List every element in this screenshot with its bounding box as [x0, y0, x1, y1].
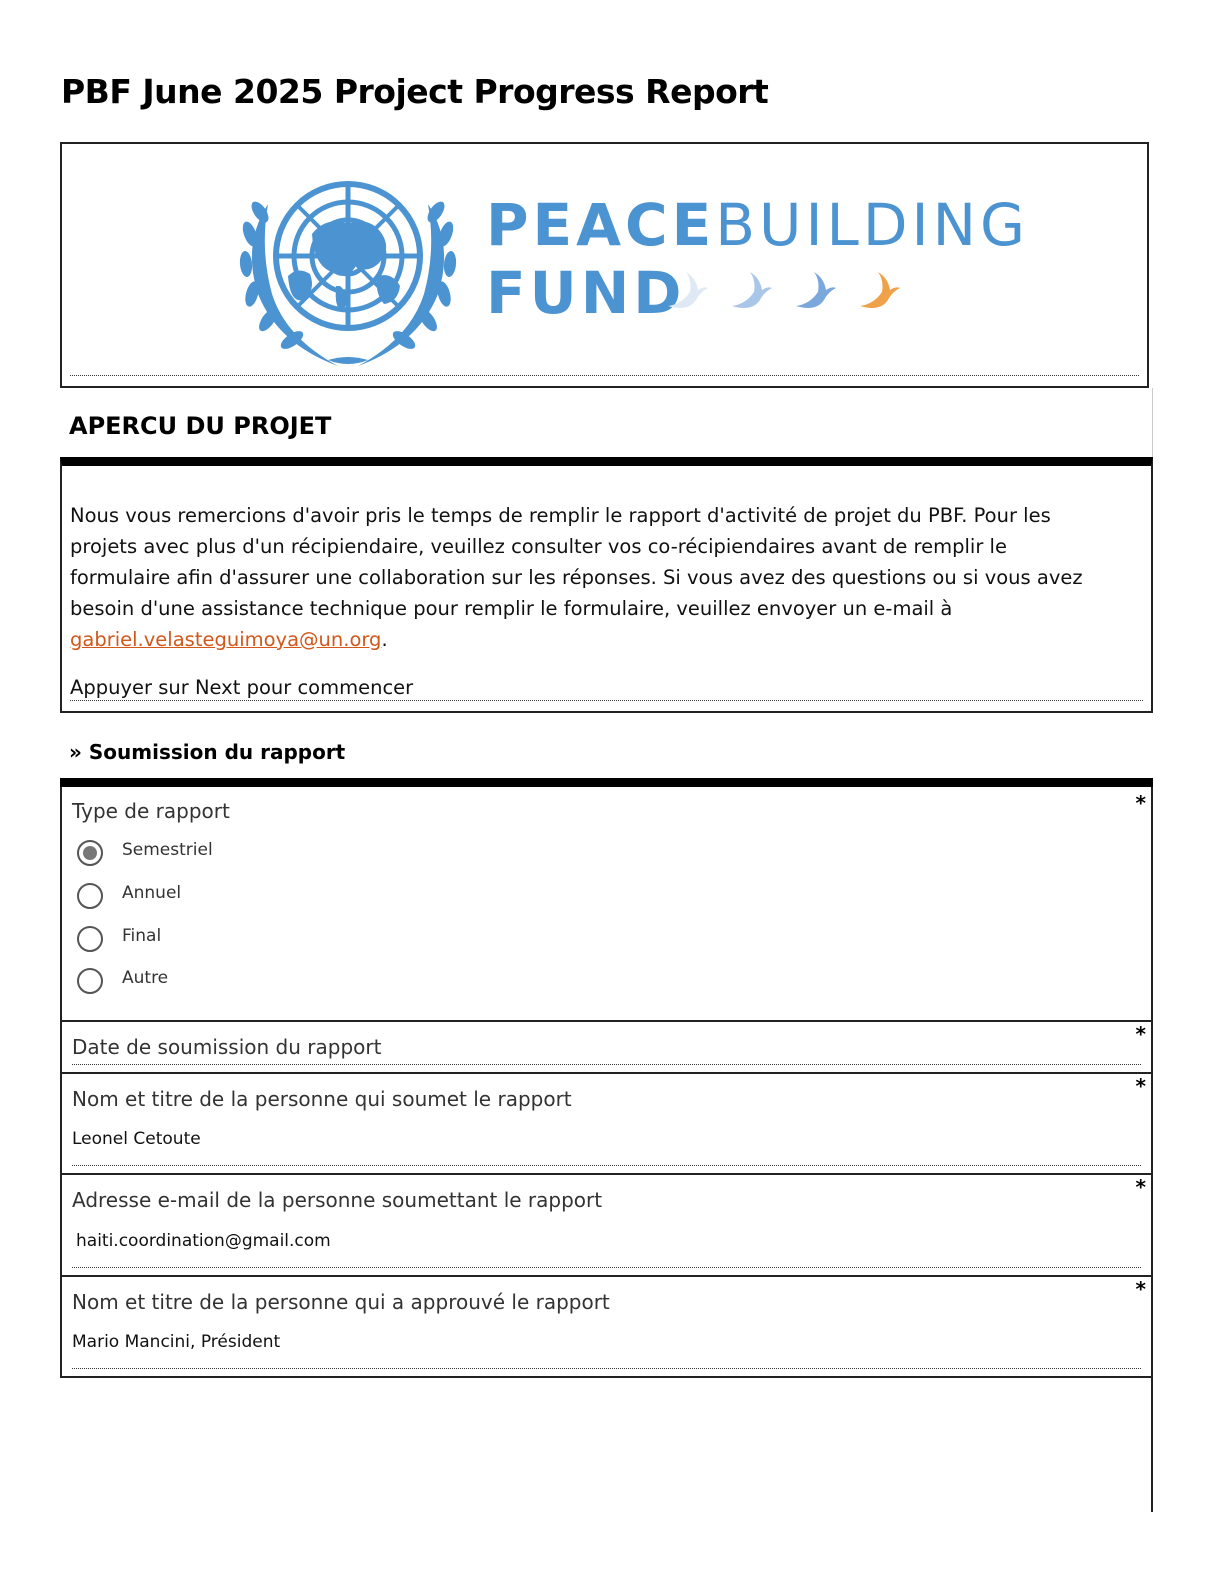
input-underline: [72, 1368, 1141, 1369]
un-emblem-icon: [228, 164, 468, 368]
logo-banner: [60, 142, 1149, 388]
section-title-overview: APERCU DU PROJET: [69, 412, 332, 440]
overview-text: Nous vous remercions d'avoir pris le temps de remplir le rapport d'activité de projet du PBF. Pour les projets avec plus d'un récipiendaire, veuillez consulter vos co-récipiendaires avant de remplir le formulaire afin d'assurer une collaboration sur les réponses. Si vous avez des questions ou si vous avez besoin d'une assistance technique pour remplir le formulaire, veuillez envoyer un e-mail à gabriel.velasteguimoya@un.org.: [70, 504, 1083, 651]
radio-label: Semestriel: [122, 840, 213, 860]
required-mark: *: [1135, 1277, 1146, 1301]
approver-name-label: Nom et titre de la personne qui a approuvé le rapport: [72, 1290, 610, 1314]
section-title-submission: » Soumission du rapport: [69, 740, 346, 764]
report-type-label: Type de rapport: [72, 799, 230, 823]
logo-text-peacebuilding: PEACEBUILDING: [486, 191, 1029, 259]
field-report-type: [60, 787, 1153, 1022]
radio-unchecked-icon[interactable]: [77, 926, 103, 952]
input-underline: [72, 1064, 1141, 1065]
submission-date-label: Date de soumission du rapport: [72, 1035, 382, 1059]
field-approver-name[interactable]: [60, 1275, 1153, 1378]
required-mark: *: [1135, 791, 1146, 815]
radio-label: Final: [122, 926, 162, 946]
section-bar: [60, 778, 1153, 787]
input-underline: [72, 1165, 1141, 1166]
submitter-email-value[interactable]: haiti.coordination@gmail.com: [76, 1231, 331, 1251]
required-mark: *: [1135, 1022, 1146, 1046]
input-underline: [72, 1267, 1141, 1268]
radio-unchecked-icon[interactable]: [77, 968, 103, 994]
submitter-name-value[interactable]: Leonel Cetoute: [72, 1129, 201, 1149]
field-submitter-name[interactable]: [60, 1072, 1153, 1175]
page-title: PBF June 2025 Project Progress Report: [61, 72, 769, 111]
radio-checked-icon[interactable]: [77, 840, 103, 866]
page-edge: [1151, 1376, 1153, 1512]
radio-unchecked-icon[interactable]: [77, 883, 103, 909]
approver-name-value[interactable]: Mario Mancini, Président: [72, 1332, 281, 1352]
divider: [70, 375, 1139, 376]
logo-text-fund: FUND: [486, 259, 686, 327]
doves-icon: [662, 270, 902, 320]
radio-label: Annuel: [122, 883, 182, 903]
field-submitter-email[interactable]: [60, 1173, 1153, 1277]
radio-label: Autre: [122, 968, 169, 988]
submitter-name-label: Nom et titre de la personne qui soumet le rapport: [72, 1087, 572, 1111]
overview-panel: [60, 457, 1153, 713]
required-mark: *: [1135, 1074, 1146, 1098]
start-instruction: Appuyer sur Next pour commencer: [70, 676, 414, 699]
submitter-email-label: Adresse e-mail de la personne soumettant le rapport: [72, 1188, 603, 1212]
page-edge: [1152, 388, 1153, 460]
required-mark: *: [1135, 1175, 1146, 1199]
contact-email-link[interactable]: gabriel.velasteguimoya@un.org: [70, 628, 382, 651]
divider: [70, 700, 1143, 701]
field-submission-date[interactable]: [60, 1020, 1153, 1074]
